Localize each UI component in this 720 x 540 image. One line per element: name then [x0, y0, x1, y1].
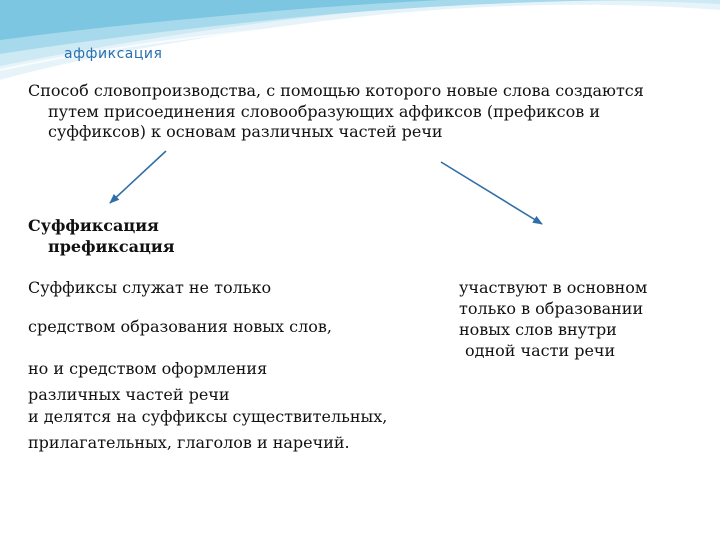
prefix-description-line: новых слов внутри — [459, 320, 617, 339]
prefix-description-line: только в образовании — [459, 299, 644, 318]
definition-text — [28, 81, 698, 143]
header-wave-decoration — [0, 0, 720, 90]
prefixation-heading: префиксация — [48, 237, 175, 256]
suffixation-heading: Суффиксация — [28, 216, 159, 235]
suffix-description-line: различных частей речи — [28, 385, 230, 404]
arrow-to-suffixation — [110, 151, 166, 203]
suffix-description-line: и делятся на суффиксы существительных, — [28, 407, 388, 426]
suffix-description-line: средством образования новых слов, — [28, 317, 332, 336]
suffix-description-line: Суффиксы служат не только — [28, 278, 272, 297]
prefix-description-line: участвуют в основном — [459, 278, 648, 297]
definition-line: суффиксов) к основам различных частей речи — [48, 122, 443, 141]
definition-line: Способ словопроизводства, с помощью которого новые слова создаются — [28, 81, 644, 100]
suffix-description-line: прилагательных, глаголов и наречий. — [28, 433, 350, 452]
prefix-description-line: одной части речи — [465, 341, 616, 360]
slide-title: аффиксация — [64, 46, 163, 62]
arrow-to-prefixation — [441, 162, 542, 224]
suffix-description-line: но и средством оформления — [28, 359, 268, 378]
definition-line: путем присоединения словообразующих аффиксов (префиксов и — [48, 101, 600, 121]
